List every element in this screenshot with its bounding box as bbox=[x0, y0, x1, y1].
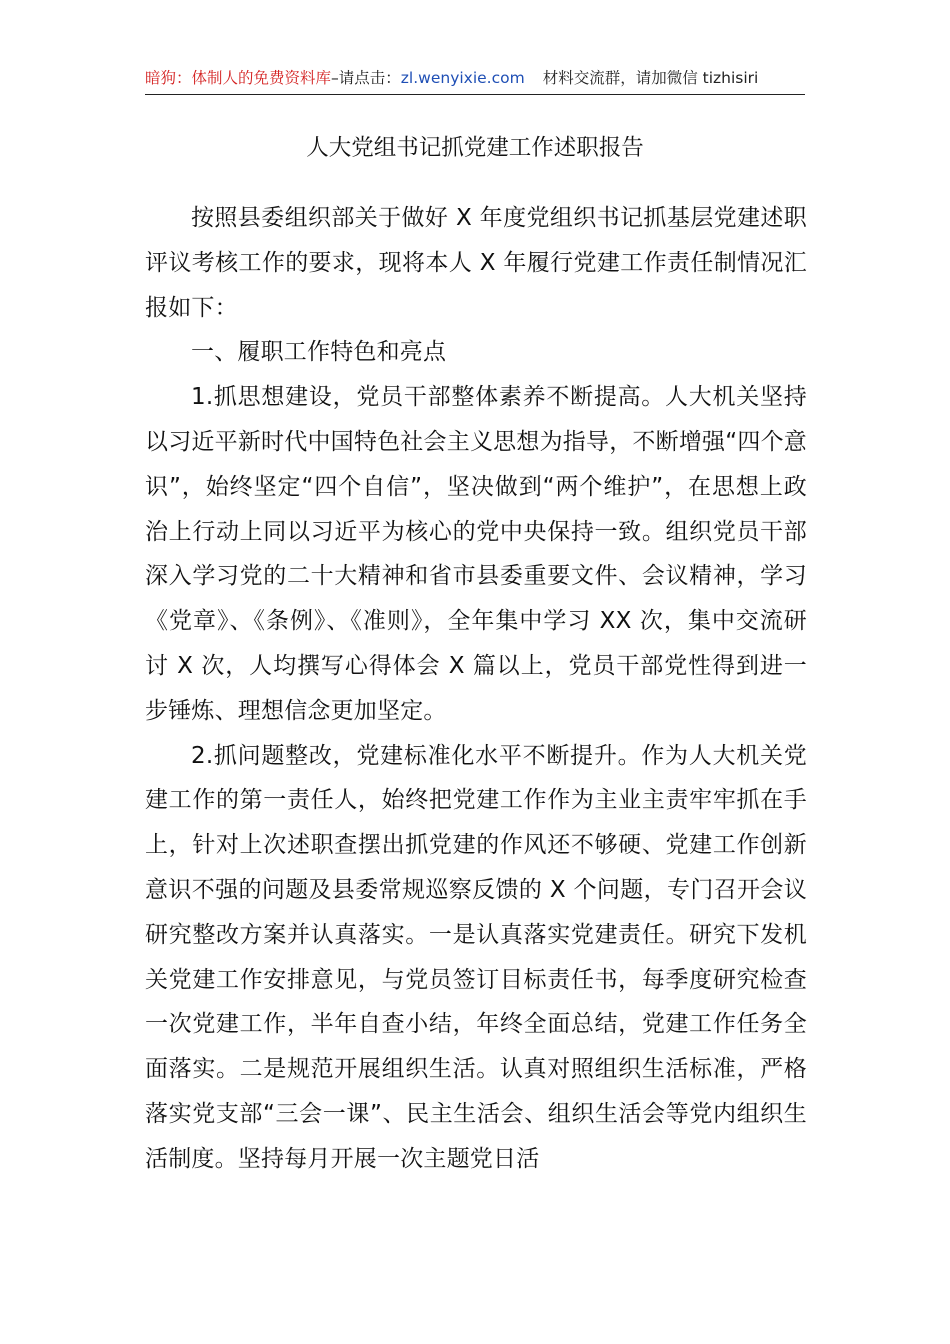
paragraph-item-2: 2.抓问题整改，党建标准化水平不断提升。作为人大机关党建工作的第一责任人，始终把党建工作作为主业主责牢牢抓在手上，针对上次述职查摆出抓党建的作风还不够硬、党建工作创新意识不强的问题及县委常规巡察反馈的 X 个问题，专门召开会议研究整改方案并认真落实。一是认真落实党建责任。研究下发机关党建工作安排意见，与党员签订目标责任书，每季度研究检查一次党建工作，半年自查小结，年终全面总结，党建工作任务全面落实。二是规范开展组织生活。认真对照组织生活标准，严格落实党支部“三会一课”、民主生活会、组织生活会等党内组织生活制度。坚持每月开展一次主题党日活 bbox=[145, 742, 807, 1172]
document-title: 人大党组书记抓党建工作述职报告 bbox=[306, 135, 644, 161]
paragraph-item-1: 1.抓思想建设，党员干部整体素养不断提高。人大机关坚持以习近平新时代中国特色社会主义思想为指导，不断增强“四个意识”，始终坚定“四个自信”，坚决做到“两个维护”，在思想上政治上行动上同以习近平为核心的党中央保持一致。组织党员干部深入学习党的二十大精神和省市县委重要文件、会议精神，学习《党章》、《条例》、《准则》，全年集中学习 XX 次，集中交流研讨 X 次，人均撰写心得体会 X 篇以上，党员干部党性得到进一步锤炼、理想信念更加坚定。 bbox=[145, 384, 807, 724]
header-url-link[interactable]: zl.wenyixie.com bbox=[400, 69, 525, 87]
paragraph-intro: 按照县委组织部关于做好 X 年度党组织书记抓基层党建述职评议考核工作的要求，现将本人 X 年履行党建工作责任制情况汇报如下： bbox=[145, 205, 807, 321]
header-click-prompt: –请点击： bbox=[331, 69, 401, 87]
document-body bbox=[145, 196, 807, 1182]
header-group-note: 材料交流群，请加微信 tizhisiri bbox=[542, 69, 759, 87]
section-heading: 一、履职工作特色和亮点 bbox=[191, 339, 447, 366]
header-site-label: 暗狗：体制人的免费资料库 bbox=[145, 69, 332, 87]
page-header bbox=[145, 62, 805, 95]
